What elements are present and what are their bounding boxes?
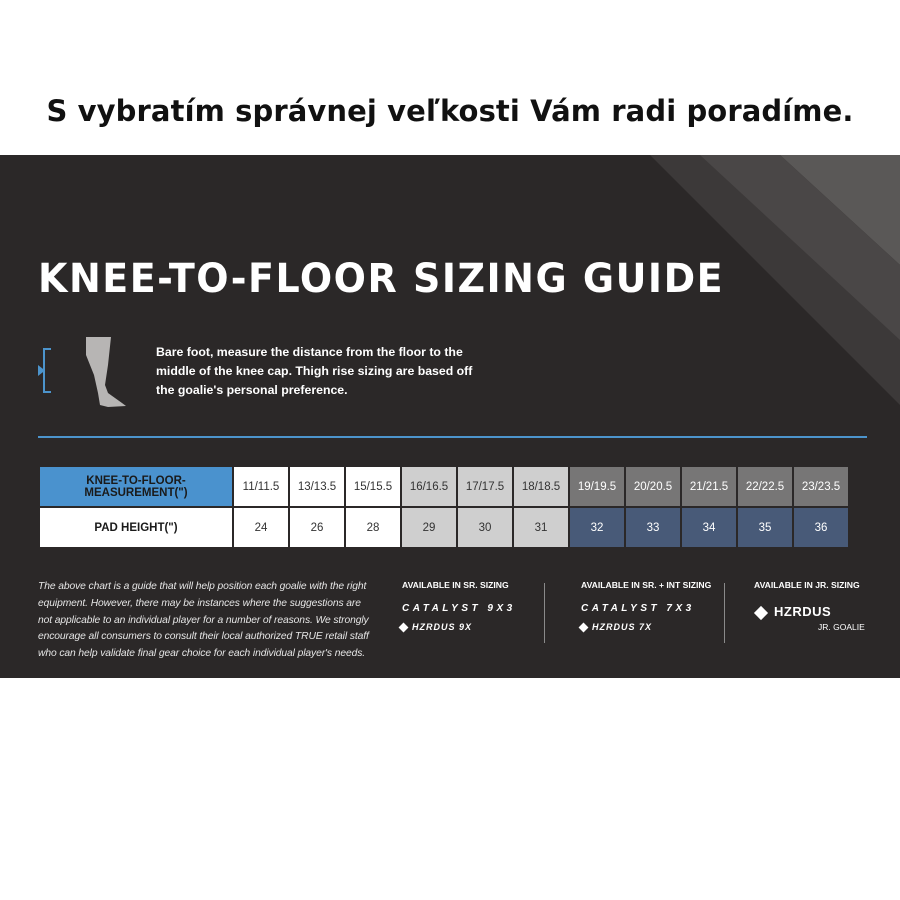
pad-height-cell: 32 — [570, 508, 624, 547]
page-headline: S vybratím správnej veľkosti Vám radi poradíme. — [46, 94, 854, 128]
pad-height-cell: 24 — [234, 508, 288, 547]
measurement-cell: 17/17.5 — [458, 467, 512, 506]
table-row — [40, 467, 848, 506]
column-divider — [724, 583, 725, 643]
pad-height-cell: 35 — [738, 508, 792, 547]
hzrdus-jr-label: HZRDUS — [774, 604, 832, 619]
hzrdus-7x-label: HZRDUS 7X — [592, 622, 653, 632]
disclaimer-text: The above chart is a guide that will help position each goalie with the right equipment. However, there may be instances where the suggestions are not applicable to an individual player for a number of reasons. We strongly encourage all consumers to consult their local authorized TRUE retail staff who can help validate final gear choice for each individual player's needs. — [38, 581, 369, 660]
column-divider — [544, 583, 545, 643]
availability-sr-int-label: AVAILABLE IN SR. + INT SIZING — [581, 580, 712, 590]
guide-title: KNEE-TO-FLOOR SIZING GUIDE — [38, 255, 725, 302]
catalyst-7x3-logo: CATALYST 7X3 — [581, 603, 695, 614]
measuring-instructions: Bare foot, measure the distance from the floor to the middle of the knee cap. Thigh rise sizing are based off the goalie's personal preference. — [156, 345, 473, 397]
sizing-guide-panel — [0, 155, 900, 678]
pad-height-cell: 30 — [458, 508, 512, 547]
availability-sr-label: AVAILABLE IN SR. SIZING — [402, 580, 509, 590]
measurement-cell: 11/11.5 — [234, 467, 288, 506]
pad-height-cell: 34 — [682, 508, 736, 547]
pad-height-cell: 31 — [514, 508, 568, 547]
divider-line — [38, 436, 867, 438]
hzrdus-9x-label: HZRDUS 9X — [412, 622, 473, 632]
diamond-icon — [754, 605, 768, 619]
measurement-cell: 19/19.5 — [570, 467, 624, 506]
diamond-icon — [579, 623, 589, 633]
catalyst-9x3-logo: CATALYST 9X3 — [402, 603, 516, 614]
measurement-cell: 22/22.5 — [738, 467, 792, 506]
pad-height-cell: 33 — [626, 508, 680, 547]
pad-height-cell: 28 — [346, 508, 400, 547]
hzrdus-jr-logo — [756, 604, 831, 619]
hzrdus-9x-logo — [400, 622, 472, 632]
measurement-header: KNEE-TO-FLOOR-MEASUREMENT(") — [40, 467, 232, 506]
hzrdus-7x-logo — [580, 622, 652, 632]
pad-height-header: PAD HEIGHT(") — [40, 508, 232, 547]
pad-height-cell: 26 — [290, 508, 344, 547]
measurement-cell: 16/16.5 — [402, 467, 456, 506]
measurement-cell: 13/13.5 — [290, 467, 344, 506]
measurement-cell: 21/21.5 — [682, 467, 736, 506]
measurement-cell: 20/20.5 — [626, 467, 680, 506]
measurement-cell: 15/15.5 — [346, 467, 400, 506]
sizing-table — [38, 465, 850, 549]
measurement-cell: 18/18.5 — [514, 467, 568, 506]
availability-jr-label: AVAILABLE IN JR. SIZING — [754, 580, 860, 590]
pad-height-cell: 29 — [402, 508, 456, 547]
jr-goalie-note: JR. GOALIE — [818, 622, 865, 632]
leg-measurement-icon — [36, 335, 136, 415]
table-row — [40, 508, 848, 547]
diamond-icon — [399, 623, 409, 633]
measurement-cell: 23/23.5 — [794, 467, 848, 506]
pad-height-cell: 36 — [794, 508, 848, 547]
